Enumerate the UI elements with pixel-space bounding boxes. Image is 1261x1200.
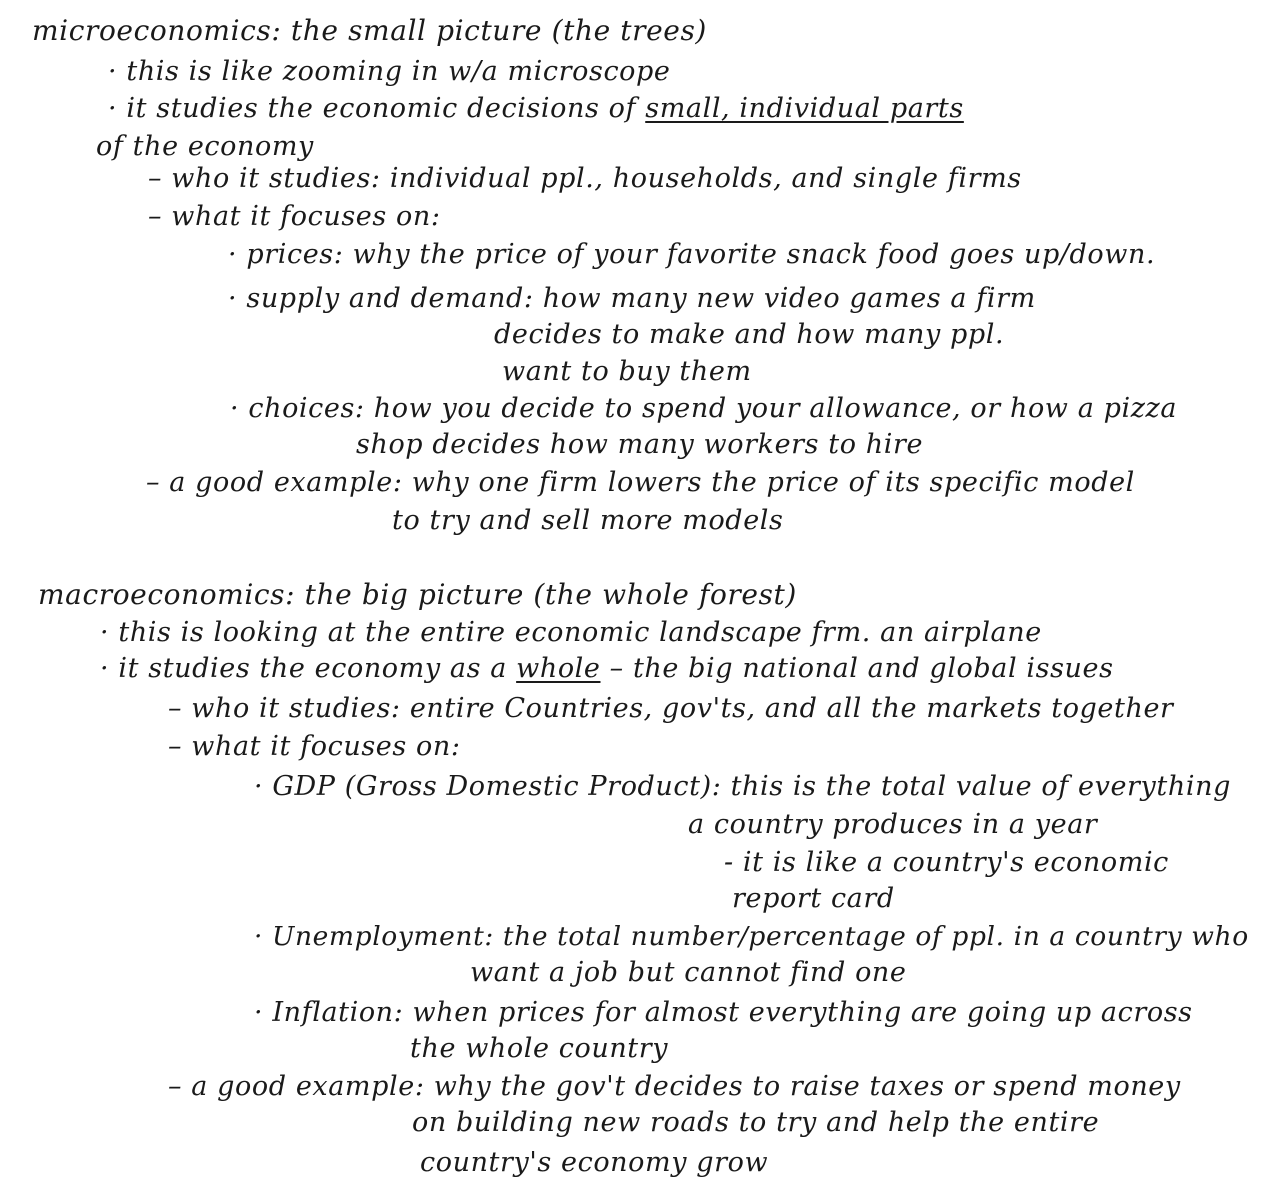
macro-note-text: – the big national and global issues (600, 653, 1114, 684)
micro-note-line: · supply and demand: how many new video games a firm (228, 283, 1036, 314)
micro-note-line: of the economy (96, 131, 314, 162)
macro-note-line: on building new roads to try and help the entire (412, 1107, 1100, 1138)
micro-note-line (108, 92, 964, 126)
macro-note-line: · this is looking at the entire economic landscape frm. an airplane (100, 617, 1042, 648)
macro-note-line: – who it studies: entire Countries, gov'ts, and all the markets together (168, 693, 1174, 724)
micro-note-line: – what it focuses on: (148, 201, 441, 232)
micro-note-line: · prices: why the price of your favorite snack food goes up/down. (228, 239, 1156, 270)
underlined-phrase: small, individual parts (645, 93, 964, 124)
micro-note-line: want to buy them (502, 356, 752, 387)
micro-note-line: decides to make and how many ppl. (494, 319, 1005, 350)
macro-note-text: · it studies the economy as a (100, 653, 517, 684)
macro-note-line: · Unemployment: the total number/percentage of ppl. in a country who (254, 921, 1249, 952)
macro-note-line: want a job but cannot find one (470, 957, 907, 988)
macro-note-line: a country produces in a year (688, 809, 1098, 840)
micro-note-line: – a good example: why one firm lowers the price of its specific model (146, 467, 1135, 498)
macro-note-line (100, 652, 1114, 686)
macro-note-line: the whole country (410, 1033, 669, 1064)
micro-note-line: · choices: how you decide to spend your allowance, or how a pizza (230, 393, 1178, 424)
macroeconomics-heading: macroeconomics: the big picture (the whole forest) (38, 578, 797, 611)
micro-note-line: shop decides how many workers to hire (356, 429, 924, 460)
macro-note-line: – a good example: why the gov't decides to raise taxes or spend money (168, 1071, 1181, 1102)
underlined-phrase: whole (516, 653, 601, 684)
macro-note-line: report card (732, 883, 895, 914)
macro-note-line: - it is like a country's economic (724, 847, 1169, 878)
macro-note-line: · GDP (Gross Domestic Product): this is the total value of everything (254, 771, 1231, 802)
macro-note-line: · Inflation: when prices for almost everything are going up across (254, 997, 1193, 1028)
micro-note-line: – who it studies: individual ppl., households, and single firms (148, 163, 1022, 194)
microeconomics-heading: microeconomics: the small picture (the trees) (32, 14, 707, 47)
macro-note-line: – what it focuses on: (168, 731, 461, 762)
micro-note-text: · it studies the economic decisions of (108, 93, 646, 124)
micro-note-line: to try and sell more models (392, 505, 784, 536)
macro-note-line: country's economy grow (420, 1147, 769, 1178)
micro-note-line: · this is like zooming in w/a microscope (108, 56, 671, 87)
